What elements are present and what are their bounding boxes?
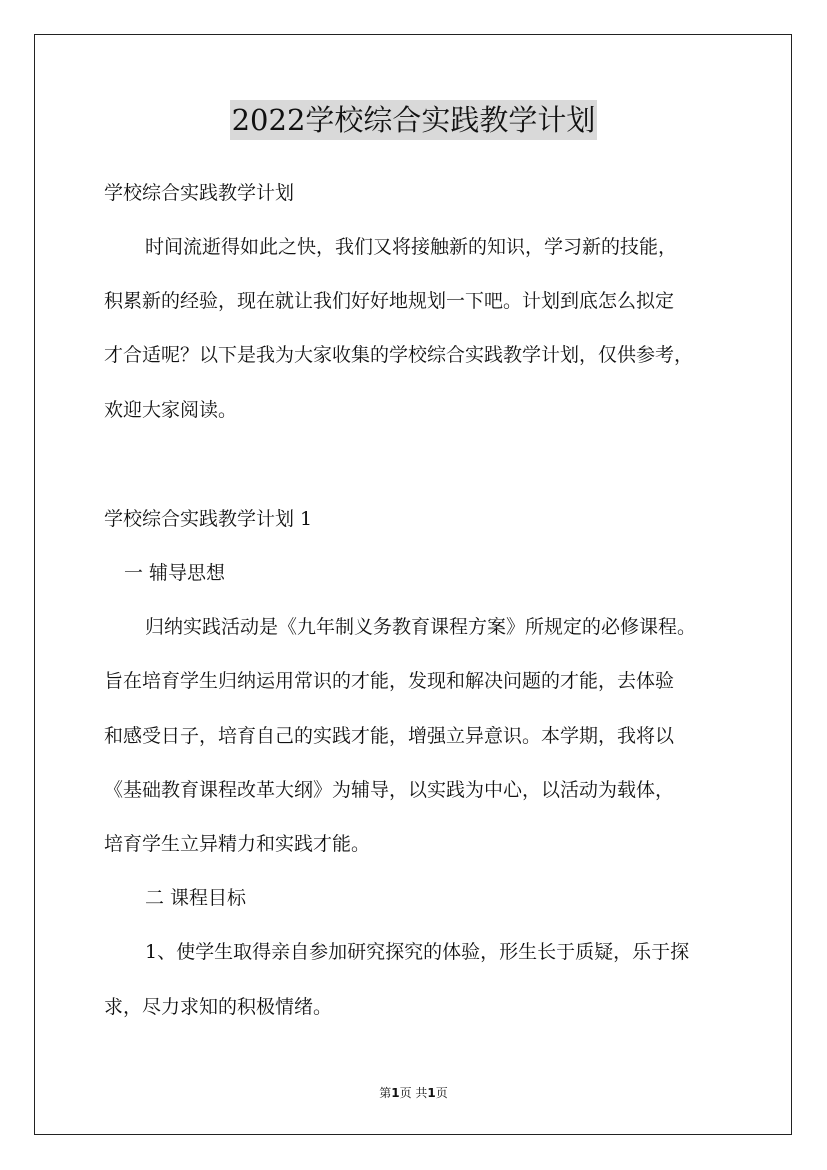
- intro-line-3: 才合适呢？以下是我为大家收集的学校综合实践教学计划，仅供参考，: [104, 344, 694, 366]
- title-container: [0, 100, 827, 140]
- part1-line-4: 《基础教育课程改革大纲》为辅导，以实践为中心，以活动为载体，: [104, 779, 675, 801]
- part1-line-2: 旨在培育学生归纳运用常识的才能，发现和解决问题的才能，去体验: [104, 670, 675, 692]
- part2-line-2: 求，尽力求知的积极情绪。: [104, 996, 333, 1018]
- footer-prefix: 第: [379, 1086, 392, 1100]
- footer-mid: 页 共: [399, 1086, 428, 1100]
- page-footer: [0, 1084, 827, 1101]
- document-subtitle: 学校综合实践教学计划: [104, 182, 295, 204]
- part1-line-5: 培育学生立异精力和实践才能。: [104, 833, 371, 855]
- intro-line-1: 时间流逝得如此之快，我们又将接触新的知识，学习新的技能，: [145, 236, 678, 258]
- part1-heading: 一 辅导思想: [124, 562, 226, 584]
- part2-line-1: 1、使学生取得亲自参加研究探究的体验，形生长于质疑，乐于探: [145, 941, 690, 963]
- footer-suffix: 页: [435, 1086, 448, 1100]
- intro-line-2: 积累新的经验，现在就让我们好好地规划一下吧。计划到底怎么拟定: [104, 290, 675, 312]
- footer-current-page: 1: [391, 1086, 400, 1100]
- footer-total-pages: 1: [427, 1086, 436, 1100]
- part1-line-3: 和感受日子，培育自己的实践才能，增强立异意识。本学期，我将以: [104, 725, 675, 747]
- intro-line-4: 欢迎大家阅读。: [104, 399, 238, 421]
- document-title: 2022学校综合实践教学计划: [230, 100, 598, 140]
- section1-heading: 学校综合实践教学计划 1: [104, 508, 313, 530]
- part2-heading: 二 课程目标: [145, 887, 247, 909]
- part1-line-1: 归纳实践活动是《九年制义务教育课程方案》所规定的必修课程。: [145, 616, 697, 638]
